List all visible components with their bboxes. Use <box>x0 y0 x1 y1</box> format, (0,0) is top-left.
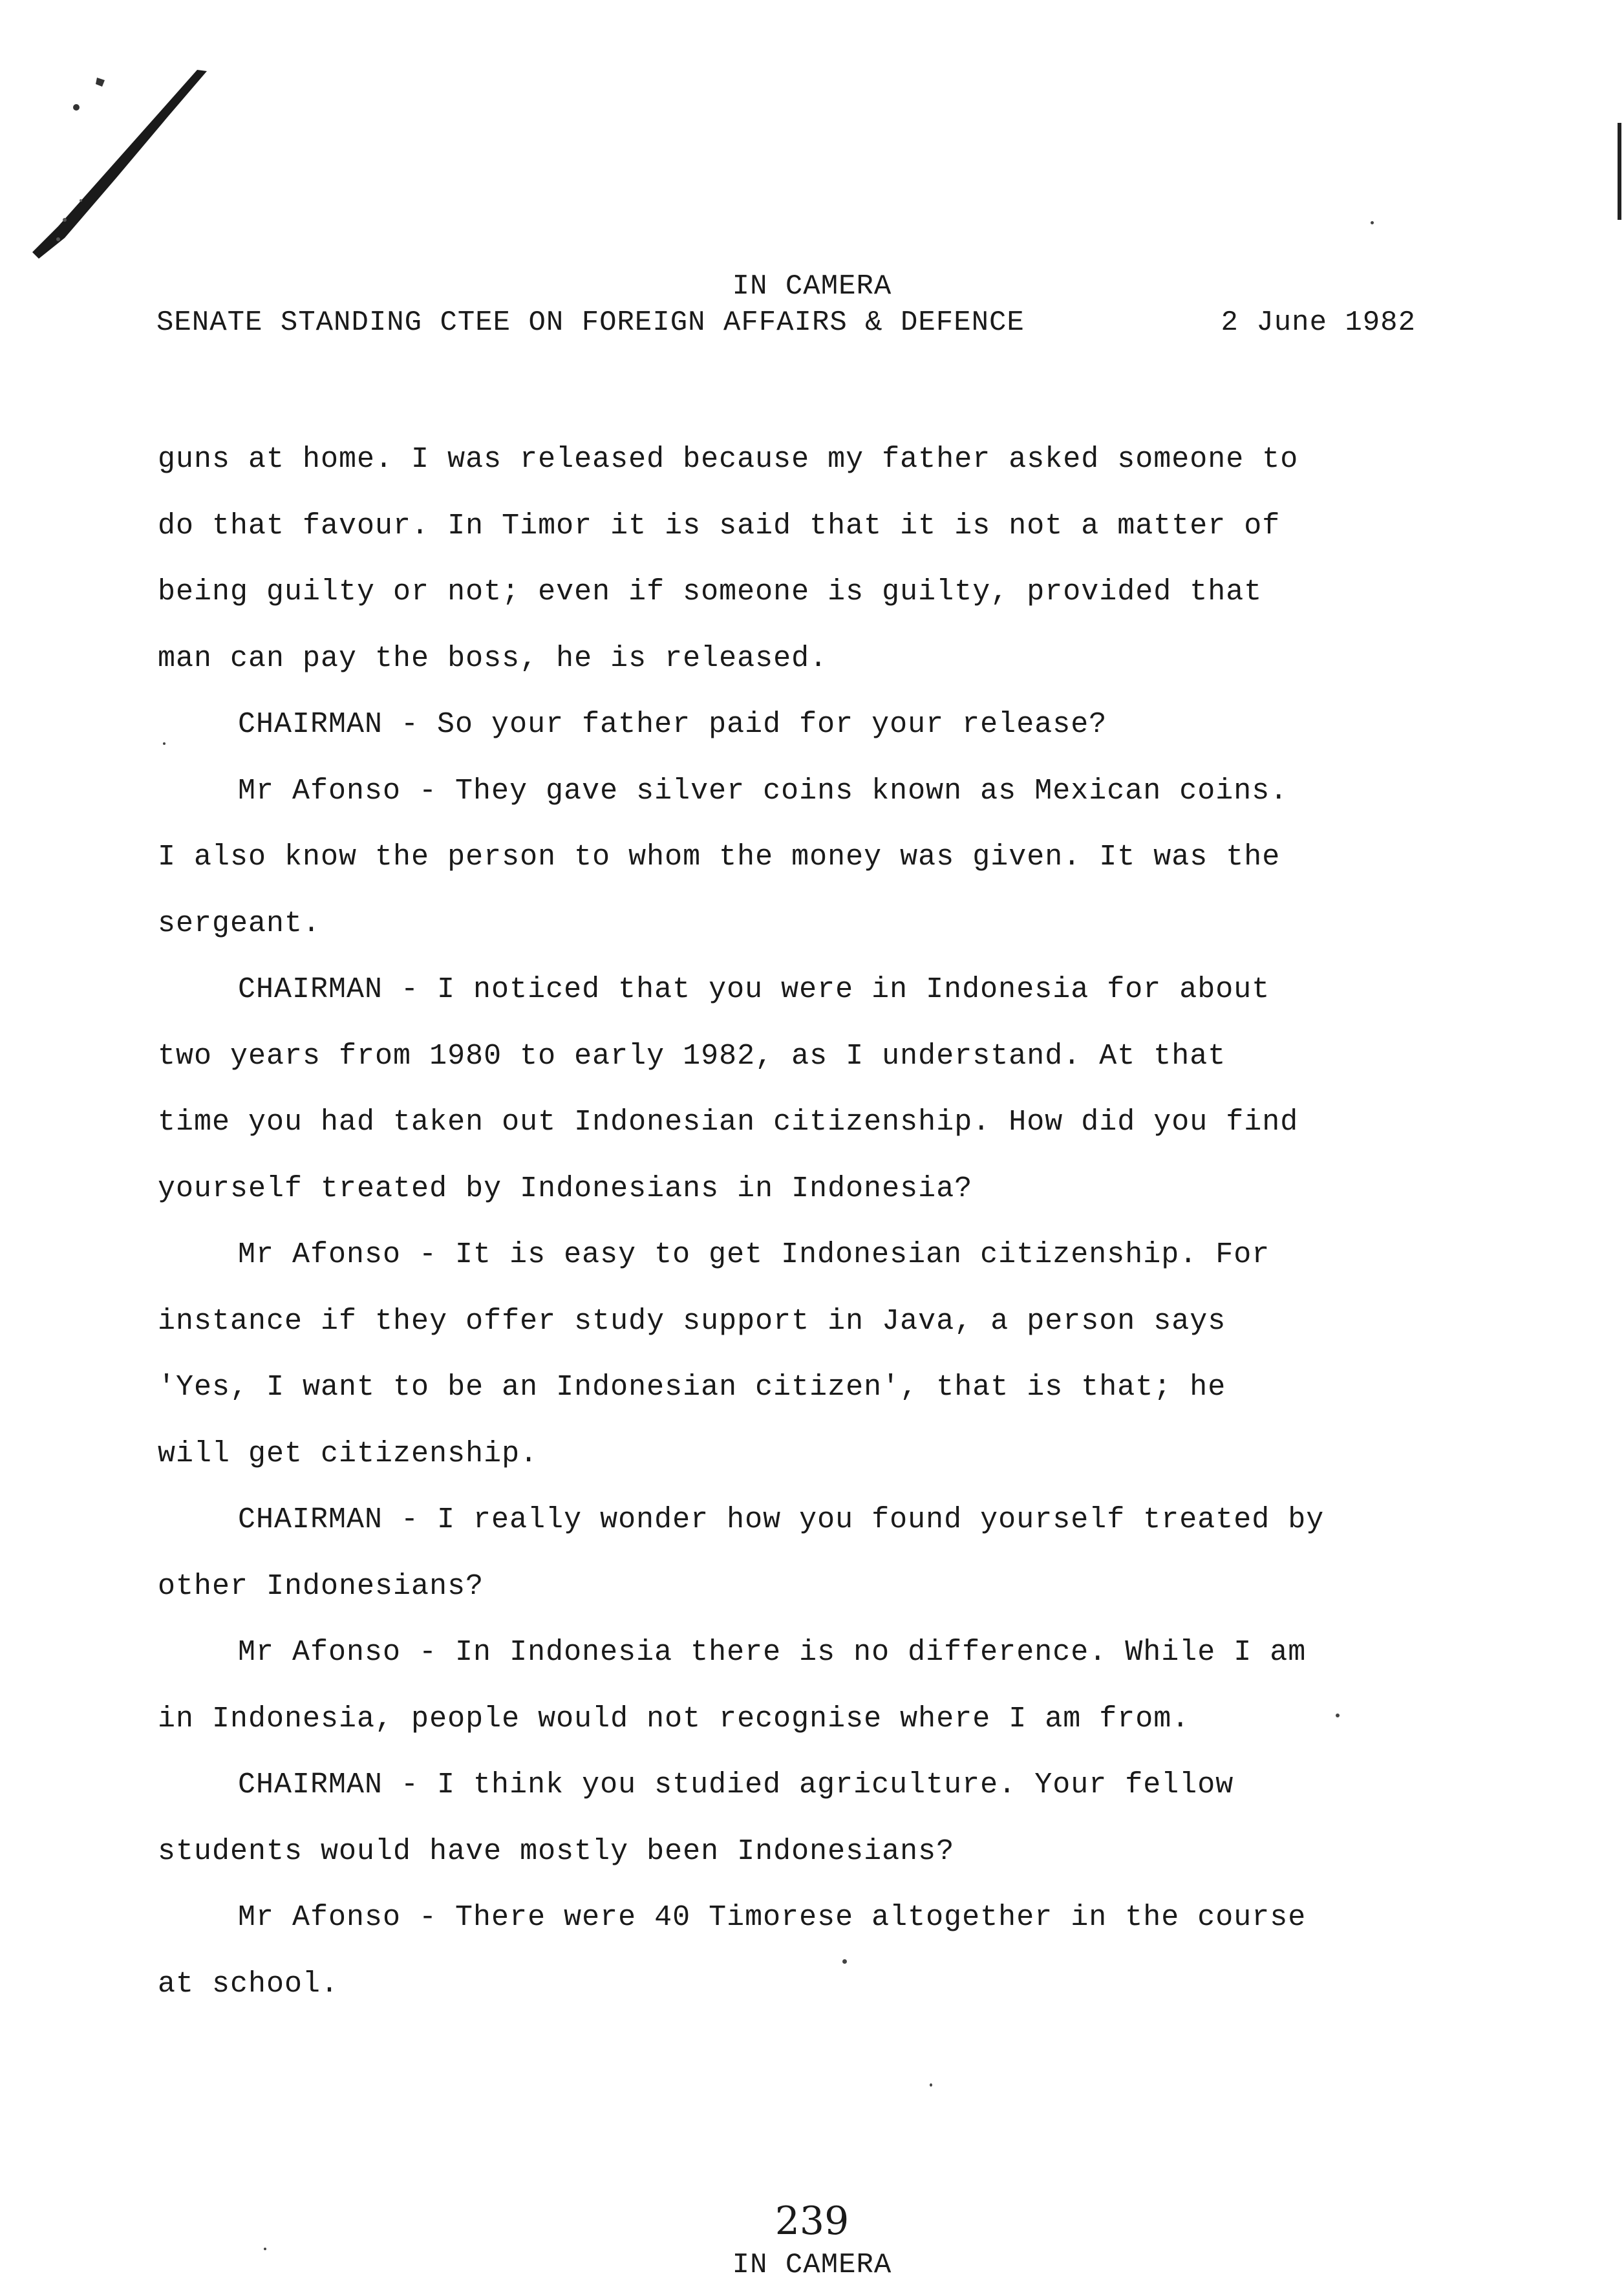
footer-classification: IN CAMERA <box>732 2249 892 2281</box>
transcript-line: CHAIRMAN - I noticed that you were in Indonesia for about <box>238 973 1270 1006</box>
scan-speck <box>930 2083 932 2087</box>
scan-speck <box>1371 221 1374 224</box>
transcript-line: in Indonesia, people would not recognise where I am from. <box>158 1702 1190 1736</box>
transcript-line: CHAIRMAN - I think you studied agriculture. Your fellow <box>238 1768 1234 1801</box>
transcript-line: Mr Afonso - It is easy to get Indonesian citizenship. For <box>238 1238 1270 1271</box>
scan-speck <box>842 1959 847 1964</box>
header-classification: IN CAMERA <box>732 270 892 303</box>
transcript-line: instance if they offer study support in Java, a person says <box>158 1304 1226 1338</box>
transcript-line: time you had taken out Indonesian citizenship. How did you find <box>158 1106 1299 1139</box>
transcript-line: CHAIRMAN - So your father paid for your release? <box>238 708 1107 741</box>
transcript-line: other Indonesians? <box>158 1569 484 1603</box>
transcript-line: sergeant. <box>158 907 321 940</box>
transcript-line: Mr Afonso - In Indonesia there is no difference. While I am <box>238 1636 1307 1669</box>
transcript-line: do that favour. In Timor it is said that it is not a matter of <box>158 509 1281 543</box>
page-number: 239 <box>775 2198 849 2244</box>
scan-speck <box>1336 1714 1340 1717</box>
transcript-line: will get citizenship. <box>158 1437 539 1470</box>
scan-smudge-mark <box>19 65 213 272</box>
transcript-line: yourself treated by Indonesians in Indonesia? <box>158 1172 973 1205</box>
header-committee: SENATE STANDING CTEE ON FOREIGN AFFAIRS & DEFENCE <box>156 306 1025 339</box>
transcript-line: students would have mostly been Indonesians? <box>158 1834 955 1868</box>
scan-speck <box>163 742 166 745</box>
transcript-line: Mr Afonso - There were 40 Timorese altogether in the course <box>238 1901 1307 1934</box>
scan-edge-mark <box>1618 123 1621 220</box>
transcript-line: man can pay the boss, he is released. <box>158 641 828 675</box>
transcript-line: Mr Afonso - They gave silver coins known as Mexican coins. <box>238 774 1288 808</box>
transcript-body <box>158 427 1425 2017</box>
transcript-line: two years from 1980 to early 1982, as I understand. At that <box>158 1039 1226 1073</box>
transcript-line: I also know the person to whom the money was given. It was the <box>158 841 1281 874</box>
transcript-line: 'Yes, I want to be an Indonesian citizen', that is that; he <box>158 1371 1226 1404</box>
transcript-line: guns at home. I was released because my father asked someone to <box>158 443 1299 476</box>
header-date: 2 June 1982 <box>1221 306 1416 339</box>
transcript-line: CHAIRMAN - I really wonder how you found yourself treated by <box>238 1503 1325 1536</box>
header-line <box>156 306 1416 339</box>
transcript-line: at school. <box>158 1967 339 2001</box>
transcript-line: being guilty or not; even if someone is guilty, provided that <box>158 575 1263 608</box>
